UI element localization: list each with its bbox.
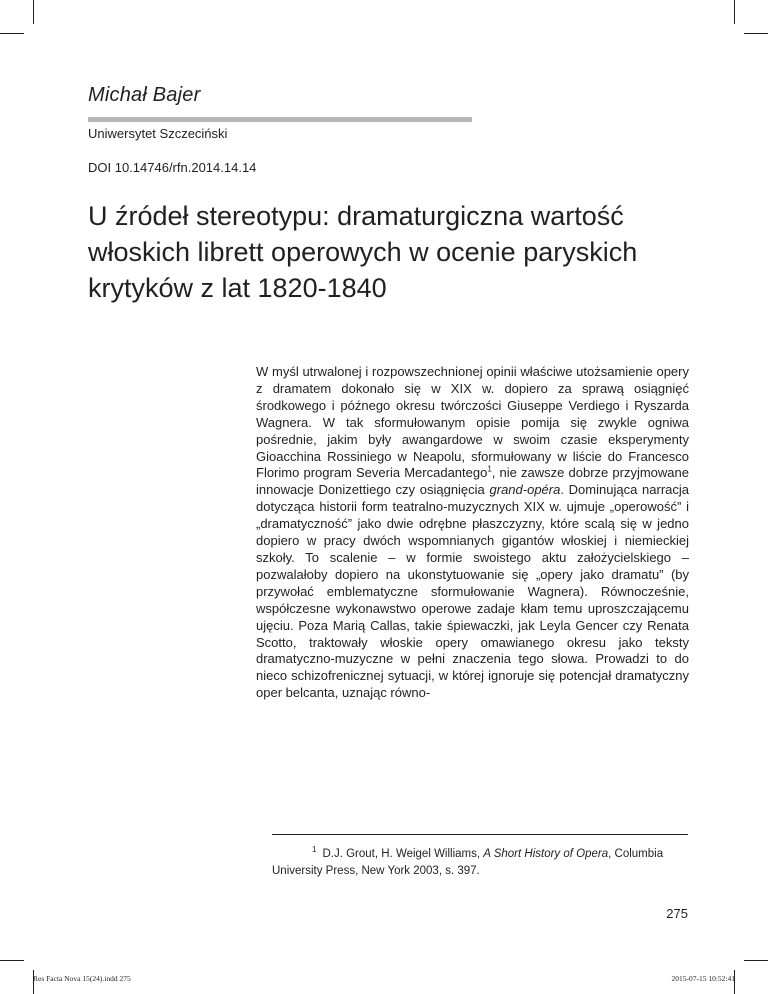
- doi: DOI 10.14746/rfn.2014.14.14: [88, 160, 257, 175]
- print-slug-timestamp: 2015-07-15 10:52:41: [671, 974, 735, 983]
- crop-mark: [0, 33, 24, 34]
- body-text-part1: W myśl utrwalonej i rozpowszechnionej opinii właściwe utożsamienie opery z dramatem dokonało się w XIX w. dopiero za sprawą osiągnięć środkowego i późnego okresu twórczości Giuseppe Verdiego i Ryszarda Wagnera. W tak sformułowanym opisie pomija się zwykle ogniwa pośrednie, jakim były awangardowe w swoim czasie eksperymenty Gioacchina Rossiniego w Neapolu, sformułowany w liście do Francesco Florimo program Severia Mercadantego: [256, 364, 689, 481]
- footnote-text-before: D.J. Grout, H. Weigel Williams,: [322, 848, 484, 860]
- body-text-part2: , nie zawsze dobrze przyjmowane innowacje Donizettiego czy osiągnięcia: [256, 465, 689, 498]
- body-paragraph: [256, 364, 689, 702]
- author-divider: [88, 117, 472, 122]
- body-text-italic: grand-opéra: [489, 482, 561, 498]
- crop-mark: [0, 960, 24, 961]
- footnote-divider: [272, 834, 688, 835]
- crop-mark: [734, 0, 735, 24]
- crop-mark: [33, 0, 34, 24]
- article-title: U źródeł stereotypu: dramaturgiczna wartość włoskich librett operowych w ocenie paryskich krytyków z lat 1820-1840: [88, 201, 638, 303]
- footnote-book-title: A Short History of Opera: [483, 848, 609, 860]
- print-slug-file: Res Facta Nova 15(24).indd 275: [33, 974, 131, 983]
- crop-mark: [744, 960, 768, 961]
- affiliation: Uniwersytet Szczeciński: [88, 126, 228, 141]
- footnote: [272, 846, 688, 880]
- crop-mark: [744, 33, 768, 34]
- page-number: 275: [666, 906, 688, 921]
- body-text-part3: . Dominująca narracja dotycząca historii form teatralno-muzycznych XIX w. ujmuje „operowość” i „dramatyczność” jako dwie odrębne płaszczyzny, które scalą się w jedno dopiero w pracy dwóch wspomnianych gigantów włoskiej i niemieckiej szkoły. To scalenie – w formie swoistego aktu założycielskiego – pozwalałoby dopiero na ukonstytuowanie się „opery jako dramatu” (by przywołać emblematyczne sformułowanie Wagnera). Równocześnie, współczesne wykonawstwo operowe zadaje kłam temu uproszczającemu ujęciu. Poza Marią Callas, takie śpiewaczki, jak Leyla Gencer czy Renata Scotto, traktowały włoskie opery omawianego okresu jako teksty dramatyczno-muzyczne w pełni znaczenia tego słowa. Prowadzi to do nieco schizofrenicznej sytuacji, w której ignoruje się potencjał dramatyczny oper belcanta, uznając równo-: [256, 482, 690, 701]
- footnote-text-after: , Columbia University Press, New York 2003, s. 397.: [272, 848, 664, 877]
- footnote-number: 1: [312, 845, 317, 855]
- author-name: Michał Bajer: [88, 84, 201, 106]
- footnote-reference[interactable]: 1: [487, 465, 492, 475]
